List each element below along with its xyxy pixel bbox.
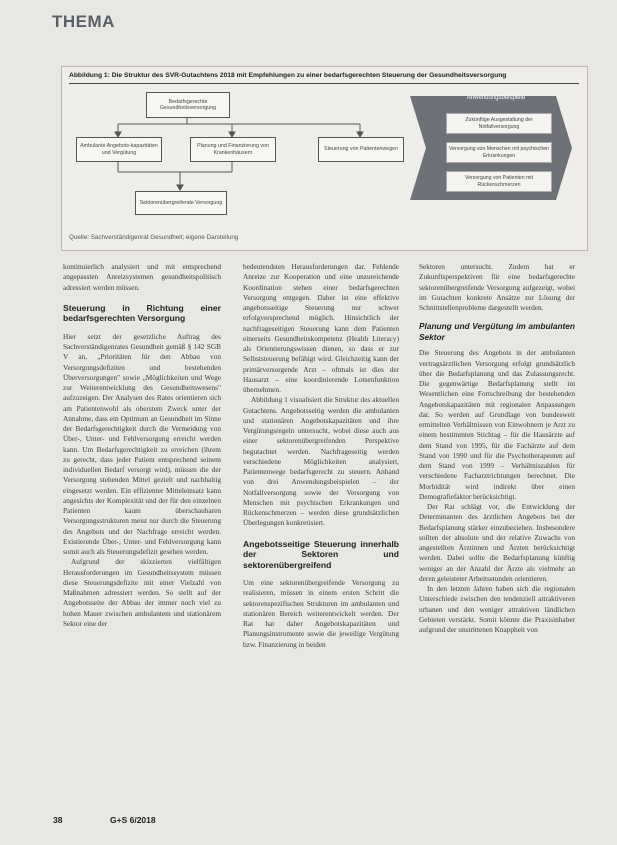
text-column-3 (419, 262, 575, 807)
figure-title: Abbildung 1: Die Struktur des SVR-Gutachtens 2018 mit Empfehlungen zu einer bedarfsgerechten Steuerung der Gesundheitsversorgung (69, 72, 507, 79)
magazine-issue: G+S 6/2018 (110, 815, 156, 825)
text-column-2 (243, 262, 399, 807)
paragraph: Abbildung 1 visualisiert die Struktur des aktuellen Gutachtens. Angebotsseitig werden die ambulanten und stationären Angebotskapazitäten und ihre Vergütungsregeln untersucht, wobei diese auch aus einer sektorenübergreifenden Perspektive begutachtet werden. Nachfrageseitig werden verschiedene Möglichkeiten analysiert, Patientenwege bedarfsgerecht zu steuern. Anhand von drei Anwendungsbeispielen – der Notfallversorgung sowie der Versorgung von Menschen mit psychischen Erkrankungen und Rückenschmerzen – werden diese grundsätzlichen Überlegungen konkretisiert. (243, 395, 399, 528)
page-number: 38 (53, 815, 63, 825)
figure-panel-notfall: Zukünftige Ausgestaltung der Notfallversorgung (446, 113, 552, 134)
figure-panel-ruecken: Versorgung von Patienten mit Rückenschmerzen (446, 171, 552, 192)
figure-panel-title: Anwendungsbeispiele (466, 95, 526, 101)
section-subheading: Planung und Vergütung im ambulanten Sektor (419, 321, 575, 342)
figure-box-sektorenuebergreifend: Sektorenübergreifende Versorgung (135, 191, 227, 215)
text-column-1 (63, 262, 221, 807)
figure-box-bedarfsgerecht: Bedarfsgerechte Gesundheitsversorgung (146, 92, 230, 118)
figure-source: Quelle: Sachverständigenrat Gesundheit; eigene Darstellung (69, 234, 239, 241)
paragraph: kontinuierlich analysiert und mit entsprechend angepassten Anreizsystemen gesundheitspolitisch adressiert werden müssen. (63, 262, 221, 292)
figure-box-patientenwege: Steuerung von Patientenwegen (318, 137, 404, 162)
figure-panel-psychisch: Versorgung von Menschen mit psychischen Erkrankungen (446, 142, 552, 163)
section-heading: Steuerung in Richtung einer bedarfsgerechten Versorgung (63, 302, 221, 324)
paragraph: Hier setzt der gesetzliche Auftrag des Sachverständigenrates Gesundheit gemäß § 142 SGB V an, „Prioritäten für den Abbau von Versorgungsdefiziten und bestehenden Überversorgungen" sowie „Möglichkeiten und Wege zur Weiterentwicklung des Gesundheitswesens" aufzuzeigen. Der Analysen des Rates orientieren sich am Patientenwohl als oberstem Zweck unter der Annahme, dass ein Optimum an Gesundheit im Sinne der Bedarfsgerechtigkeit durch die Vermeidung von Über-, Unter- und Fehlversorgung erreicht werden kann. Um Bedarfsgerechtigkeit zu erreichen (ihrem zu gerecht, dass jeder Patient entsprechend seinem individuellen Bedarf versorgt wird), müssen die der Versorgung stehenden Mittel gezielt und nachhaltig eingesetzt werden. Ein effizienter Mitteleinsatz kann angesichts der Komplexität und der für den einzelnen Patienten kaum überschaubaren Versorgungsstrukturen meist nur durch die Steuerung des Angebots und der Nachfrage erreicht werden. Existierende Über-, Unter- und Fehlversorgung kann somit auch als Steuerungsdefizit gesehen werden. (63, 331, 221, 556)
figure-box-krankenhaus: Planung und Finanzierung von Krankenhäusern (190, 137, 276, 162)
paragraph: Um eine sektorenübergreifende Versorgung zu realisieren, müssen in einem ersten Schritt die sektorenspezifischen Strukturen im ambulanten und stationären Bereich weiterentwickelt werden. Der Rat hat daher Angebotskapazitäten und Planungsinstrumente sowie die jeweilige Vergütung bzw. Finanzierung in beiden (243, 578, 399, 649)
paragraph: Der Rat schlägt vor, die Entwicklung der Determinanten des ärztlichen Angebots bei der Bedarfsplanung stärker einzubeziehen. Insbesondere sollten der absolute und der relative Zuwachs von angestellten Ärztinnen und Ärzten berücksichtigt werden. Dabei sollte die Bedarfsplanung künftig weniger an der Anzahl der Ärzte als vielmehr an deren geleisteter Arbeitsstunden orientieren. (419, 502, 575, 583)
paragraph: Die Steuerung des Angebots in der ambulanten vertragsärztlichen Versorgung erfolgt grundsätzlich über die Bedarfsplanung und das Zulassungsrecht. Die gegenwärtige Bedarfsplanung stellt im Wesentlichen eine Fortschreibung der bestehenden Angebotskapazitäten mit regionalen Anpassungen dar. So werden auf Grundlage von bundesweit ermittelten Verhältnissen von Einwohnern je Arzt zu einem bestimmten Stichtag – für die Hausärzte auf dem Stand von 1995, für die Fachärzte auf dem Stand von 1990 und für die Psychotherapeuten auf dem Stand von 1999 – Verhältniszahlen für verschiedene Facharztrichtungen berechnet. Die Morbidität wird indirekt über einen Demografiefaktor berücksichtigt. (419, 348, 575, 501)
paragraph: Aufgrund der skizzierten vielfältigen Herausforderungen im Gesundheitssystem müssen diese Steuerungsdefizite mit einer Vielzahl von Maßnahmen adressiert werden. So stellt auf der Angebotsseite der Abbau der immer noch viel zu hohen Mauer zwischen ambulantem und stationärem Sektor eine der (63, 557, 221, 628)
paragraph: Sektoren untersucht. Zudem hat er Zukunftsperspektiven für eine bedarfsgerechte sektorenübergreifende Versorgung aufgezeigt, wobei im Gutachten konkrete Ansätze zur Lösung der Schnittstellenprobleme dargestellt werden. (419, 262, 575, 312)
paragraph: In den letzten Jahren haben sich die regionalen Unterschiede zwischen den tendenziell attraktiveren urbanen und den weniger attraktiven ländlichen Gebieten verstärkt. Somit könnte die Praxisinhaber aufgrund der unstrittenen Knappheit von (419, 584, 575, 634)
section-label: THEMA (52, 12, 115, 31)
figure-box-ambulant: Ambulante Angebots-kapazitäten und Vergütung (76, 137, 162, 162)
section-heading: Angebotsseitige Steuerung innerhalb der Sektoren und sektorenübergreifend (243, 538, 399, 570)
paragraph: bedeutendsten Herausforderungen dar. Fehlende Anreize zur Kooperation und eine unzureichende Koordination stehen einer bedarfsgerechten Versorgung entgegen. Daher ist eine effektive angebotsseitige Steuerung nur schwer erfolgversprechend möglich. Hinsichtlich der nachfrageseitigen Steuerung kann dem Patienten einerseits Gesundheitskompetenz (Health Literacy) als Orientierungswissen dienen, so dass er zur Selbststeuerung befähigt wird. Gleichzeitig kann der primärversorgende Arzt – oftmals ist dies der Hausarzt – eine koordinierende Lotsenfunktion übernehmen. (243, 262, 399, 394)
